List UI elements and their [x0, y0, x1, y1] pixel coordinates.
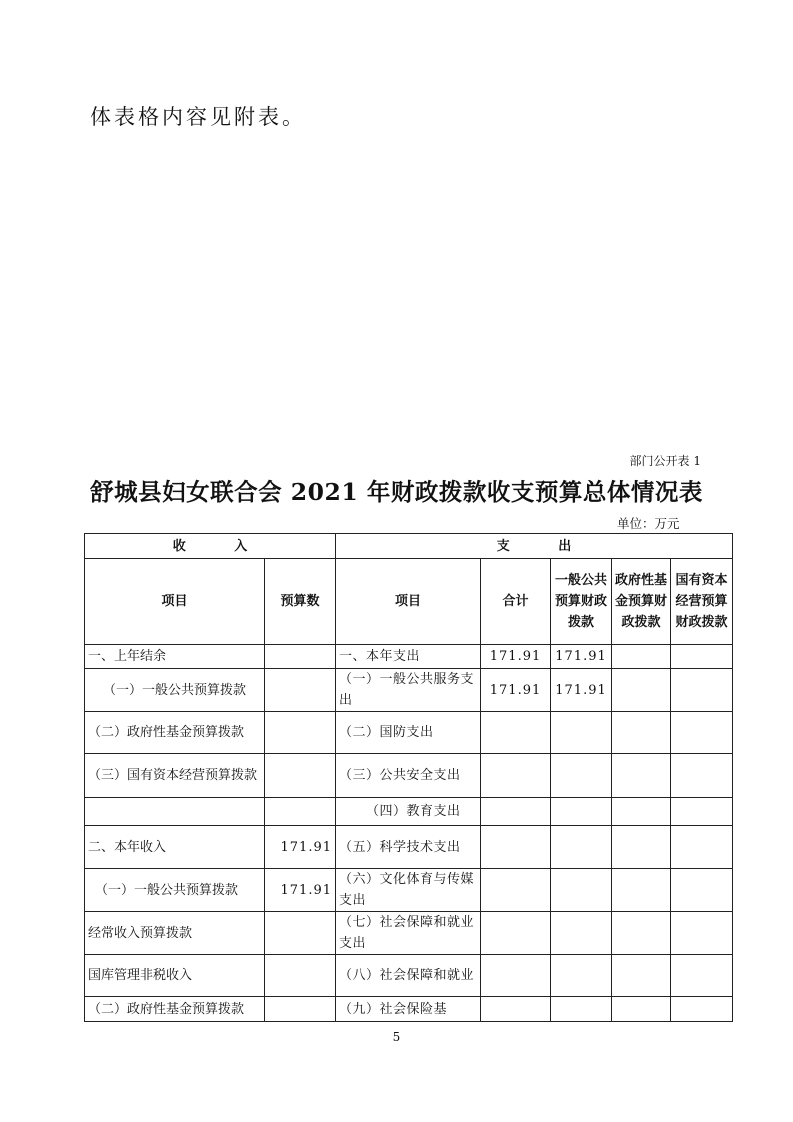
expense-state [671, 669, 733, 712]
expense-general [551, 869, 612, 912]
expense-item: （七）社会保障和就业支出 [336, 912, 481, 955]
expense-fund [612, 754, 671, 798]
income-value [265, 997, 336, 1022]
table-title: 舒城县妇女联合会 2021 年财政拨款收支预算总体情况表 [90, 478, 703, 506]
expense-general: 171.91 [551, 669, 612, 712]
expense-fund [612, 669, 671, 712]
expense-state [671, 798, 733, 826]
expense-total [481, 712, 551, 754]
expense-item: （四）教育支出 [336, 798, 481, 826]
expense-item: （二）国防支出 [336, 712, 481, 754]
table-row [85, 754, 733, 798]
expense-item: （三）公共安全支出 [336, 754, 481, 798]
table-row [85, 645, 733, 669]
table-number: 部门公开表 1 [629, 454, 701, 468]
income-item: 二、本年收入 [85, 826, 265, 869]
expense-state [671, 826, 733, 869]
income-item: （三）国有资本经营预算拨款 [85, 754, 265, 798]
col-header-general: 一般公共预算财政拨款 [551, 559, 612, 645]
expense-fund [612, 712, 671, 754]
column-header-row [85, 559, 733, 645]
expense-total [481, 798, 551, 826]
expense-total [481, 997, 551, 1022]
expense-state [671, 912, 733, 955]
income-item: （二）政府性基金预算拨款 [85, 997, 265, 1022]
expense-general [551, 912, 612, 955]
income-item: （一）一般公共预算拨款 [85, 669, 265, 712]
table-row [85, 869, 733, 912]
table-row [85, 912, 733, 955]
expense-general [551, 826, 612, 869]
expense-fund [612, 912, 671, 955]
table-row [85, 669, 733, 712]
expense-state [671, 997, 733, 1022]
expense-total [481, 869, 551, 912]
col-header-state: 国有资本经营预算财政拨款 [671, 559, 733, 645]
income-value [265, 912, 336, 955]
expense-item: 一、本年支出 [336, 645, 481, 669]
expense-fund [612, 798, 671, 826]
expense-total: 171.91 [481, 645, 551, 669]
expense-item: （九）社会保险基 [336, 997, 481, 1022]
col-header-expense-item: 项目 [336, 559, 481, 645]
expense-general: 171.91 [551, 645, 612, 669]
expense-state [671, 869, 733, 912]
expense-total [481, 955, 551, 997]
income-value [265, 798, 336, 826]
expense-state [671, 754, 733, 798]
page-number: 5 [392, 1030, 401, 1044]
col-header-total: 合计 [481, 559, 551, 645]
table-row [85, 955, 733, 997]
col-header-income-item: 项目 [85, 559, 265, 645]
table-row [85, 826, 733, 869]
income-item: （一）一般公共预算拨款 [85, 869, 265, 912]
income-value [265, 754, 336, 798]
expense-state [671, 955, 733, 997]
expense-general [551, 955, 612, 997]
expense-fund [612, 869, 671, 912]
income-value: 171.91 [265, 826, 336, 869]
section-header-row [85, 534, 733, 559]
unit-label: 单位：万元 [617, 516, 680, 531]
income-item: 一、上年结余 [85, 645, 265, 669]
expense-fund [612, 997, 671, 1022]
expense-state [671, 645, 733, 669]
col-header-budget: 预算数 [265, 559, 336, 645]
income-section-header: 收 入 [85, 534, 336, 559]
income-item: （二）政府性基金预算拨款 [85, 712, 265, 754]
expense-total: 171.91 [481, 669, 551, 712]
table-row [85, 712, 733, 754]
income-value [265, 955, 336, 997]
expense-fund [612, 645, 671, 669]
expense-general [551, 997, 612, 1022]
table-row [85, 997, 733, 1022]
expense-item: （六）文化体育与传媒支出 [336, 869, 481, 912]
income-value [265, 645, 336, 669]
expense-item: （五）科学技术支出 [336, 826, 481, 869]
expense-total [481, 754, 551, 798]
col-header-fund: 政府性基金预算财政拨款 [612, 559, 671, 645]
intro-text: 体表格内容见附表。 [90, 105, 306, 129]
expense-fund [612, 826, 671, 869]
income-item: 国库管理非税收入 [85, 955, 265, 997]
income-value [265, 712, 336, 754]
expense-section-header: 支 出 [336, 534, 733, 559]
table-row [85, 798, 733, 826]
expense-fund [612, 955, 671, 997]
income-value: 171.91 [265, 869, 336, 912]
expense-item: （八）社会保障和就业 [336, 955, 481, 997]
expense-total [481, 826, 551, 869]
expense-general [551, 798, 612, 826]
budget-table [84, 533, 733, 1022]
expense-general [551, 754, 612, 798]
expense-general [551, 712, 612, 754]
income-value [265, 669, 336, 712]
expense-state [671, 712, 733, 754]
income-item: 经常收入预算拨款 [85, 912, 265, 955]
income-item [85, 798, 265, 826]
expense-total [481, 912, 551, 955]
expense-item: （一）一般公共服务支出 [336, 669, 481, 712]
